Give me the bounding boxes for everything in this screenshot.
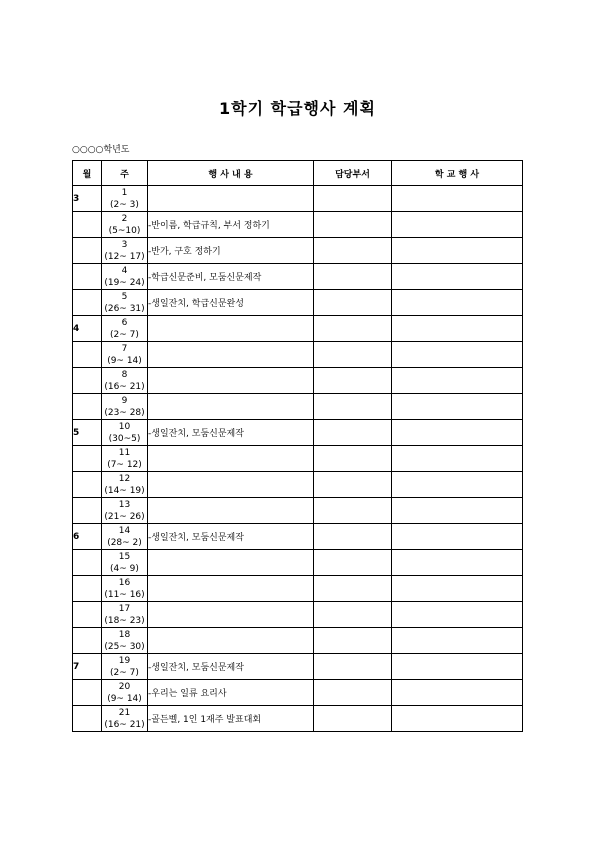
week-cell: [102, 628, 148, 654]
dept-cell: [314, 576, 392, 602]
school-event-cell: [392, 654, 523, 680]
week-cell: [102, 654, 148, 680]
week-date-range: (25~ 30): [104, 641, 145, 652]
dept-cell: [314, 342, 392, 368]
week-cell: [102, 394, 148, 420]
dept-cell: [314, 654, 392, 680]
week-number: 20: [118, 681, 131, 692]
month-cell: 6: [73, 524, 102, 550]
table-row: [73, 550, 523, 576]
table-row: [73, 680, 523, 706]
week-date-range: (16~ 21): [104, 381, 145, 392]
month-cell: [73, 472, 102, 498]
event-cell: -생일잔치, 모둠신문제작: [148, 420, 314, 446]
dept-cell: [314, 498, 392, 524]
week-number: 14: [118, 525, 131, 536]
month-cell: [73, 342, 102, 368]
week-cell: [102, 550, 148, 576]
school-event-cell: [392, 628, 523, 654]
school-event-cell: [392, 446, 523, 472]
event-cell: [148, 394, 314, 420]
school-event-cell: [392, 368, 523, 394]
school-event-cell: [392, 472, 523, 498]
month-cell: 4: [73, 316, 102, 342]
event-cell: -생일잔치, 학급신문완성: [148, 290, 314, 316]
week-number: 4: [121, 265, 128, 276]
week-cell: [102, 446, 148, 472]
month-cell: [73, 706, 102, 732]
week-date-range: (2~ 7): [110, 329, 139, 340]
week-cell: [102, 290, 148, 316]
school-event-cell: [392, 602, 523, 628]
month-cell: [73, 264, 102, 290]
event-cell: -반이름, 학급규칙, 부서 정하기: [148, 212, 314, 238]
week-cell: [102, 602, 148, 628]
school-event-cell: [392, 212, 523, 238]
week-number: 16: [118, 577, 131, 588]
school-event-cell: [392, 264, 523, 290]
week-cell: [102, 316, 148, 342]
week-number: 17: [118, 603, 131, 614]
week-number: 9: [121, 395, 128, 406]
week-date-range: (23~ 28): [104, 407, 145, 418]
school-event-cell: [392, 316, 523, 342]
month-cell: [73, 498, 102, 524]
header-event: 행 사 내 용: [148, 161, 314, 186]
week-date-range: (21~ 26): [104, 511, 145, 522]
event-plan-table: [72, 160, 523, 732]
week-number: 11: [118, 447, 131, 458]
event-cell: -골든벨, 1인 1재주 발표대회: [148, 706, 314, 732]
event-cell: [148, 498, 314, 524]
school-event-cell: [392, 290, 523, 316]
week-cell: [102, 420, 148, 446]
event-cell: [148, 342, 314, 368]
school-event-cell: [392, 238, 523, 264]
week-cell: [102, 472, 148, 498]
event-cell: [148, 316, 314, 342]
school-event-cell: [392, 498, 523, 524]
school-event-cell: [392, 186, 523, 212]
month-cell: [73, 212, 102, 238]
week-cell: [102, 238, 148, 264]
week-date-range: (11~ 16): [104, 589, 145, 600]
month-cell: [73, 628, 102, 654]
month-cell: [73, 238, 102, 264]
page-title: 1학기 학급행사 계획: [219, 99, 376, 118]
school-event-cell: [392, 680, 523, 706]
month-cell: [73, 368, 102, 394]
dept-cell: [314, 472, 392, 498]
month-cell: [73, 446, 102, 472]
month-cell: [73, 394, 102, 420]
week-date-range: (18~ 23): [104, 615, 145, 626]
event-cell: [148, 550, 314, 576]
school-event-cell: [392, 706, 523, 732]
week-number: 2: [121, 213, 128, 224]
week-cell: [102, 368, 148, 394]
month-cell: [73, 550, 102, 576]
week-date-range: (19~ 24): [104, 277, 145, 288]
week-date-range: (26~ 31): [104, 303, 145, 314]
dept-cell: [314, 628, 392, 654]
table-row: [73, 394, 523, 420]
week-cell: [102, 498, 148, 524]
dept-cell: [314, 212, 392, 238]
event-cell: [148, 602, 314, 628]
school-event-cell: [392, 524, 523, 550]
event-cell: [148, 472, 314, 498]
event-cell: [148, 628, 314, 654]
event-cell: -생일잔치, 모둠신문제작: [148, 654, 314, 680]
week-cell: [102, 524, 148, 550]
school-event-cell: [392, 342, 523, 368]
event-cell: [148, 368, 314, 394]
week-cell: [102, 212, 148, 238]
school-event-cell: [392, 576, 523, 602]
month-cell: [73, 680, 102, 706]
month-cell: [73, 290, 102, 316]
week-number: 15: [118, 551, 131, 562]
event-cell: -우리는 일류 요리사: [148, 680, 314, 706]
week-date-range: (30~5): [108, 433, 141, 444]
table-row: [73, 342, 523, 368]
week-number: 8: [121, 369, 128, 380]
dept-cell: [314, 446, 392, 472]
header-school-event: 학 교 행 사: [392, 161, 523, 186]
week-number: 10: [118, 421, 131, 432]
week-number: 19: [118, 655, 131, 666]
dept-cell: [314, 706, 392, 732]
week-date-range: (7~ 12): [107, 459, 142, 470]
dept-cell: [314, 394, 392, 420]
table-row: [73, 524, 523, 550]
week-number: 6: [121, 317, 128, 328]
table-row: [73, 576, 523, 602]
week-cell: [102, 186, 148, 212]
dept-cell: [314, 368, 392, 394]
week-date-range: (16~ 21): [104, 719, 145, 730]
header-week: 주: [102, 161, 148, 186]
table-body: [73, 186, 523, 732]
month-cell: 3: [73, 186, 102, 212]
month-cell: [73, 602, 102, 628]
dept-cell: [314, 420, 392, 446]
table-row: [73, 602, 523, 628]
header-month: 월: [73, 161, 102, 186]
week-cell: [102, 706, 148, 732]
table-row: [73, 238, 523, 264]
table-row: [73, 654, 523, 680]
school-event-cell: [392, 394, 523, 420]
table-header-row: [73, 161, 523, 186]
table-row: [73, 706, 523, 732]
week-number: 12: [118, 473, 131, 484]
week-number: 21: [118, 707, 131, 718]
week-date-range: (5~10): [108, 225, 141, 236]
week-date-range: (4~ 9): [110, 563, 139, 574]
dept-cell: [314, 186, 392, 212]
week-date-range: (14~ 19): [104, 485, 145, 496]
dept-cell: [314, 680, 392, 706]
dept-cell: [314, 524, 392, 550]
school-event-cell: [392, 550, 523, 576]
week-number: 5: [121, 291, 128, 302]
dept-cell: [314, 550, 392, 576]
week-date-range: (12~ 17): [104, 251, 145, 262]
table-row: [73, 472, 523, 498]
table-row: [73, 368, 523, 394]
week-date-range: (2~ 7): [110, 667, 139, 678]
dept-cell: [314, 264, 392, 290]
week-number: 3: [121, 239, 128, 250]
event-cell: -반가, 구호 정하기: [148, 238, 314, 264]
event-cell: [148, 576, 314, 602]
dept-cell: [314, 602, 392, 628]
week-cell: [102, 342, 148, 368]
table-row: [73, 446, 523, 472]
week-number: 7: [121, 343, 128, 354]
event-cell: [148, 186, 314, 212]
event-cell: -생일잔치, 모둠신문제작: [148, 524, 314, 550]
table-row: [73, 498, 523, 524]
week-date-range: (9~ 14): [107, 355, 142, 366]
week-cell: [102, 680, 148, 706]
table-row: [73, 186, 523, 212]
week-number: 13: [118, 499, 131, 510]
table-row: [73, 264, 523, 290]
school-event-cell: [392, 420, 523, 446]
week-date-range: (28~ 2): [107, 537, 142, 548]
dept-cell: [314, 238, 392, 264]
week-date-range: (2~ 3): [110, 199, 139, 210]
header-dept: 담당부서: [314, 161, 392, 186]
week-cell: [102, 264, 148, 290]
event-cell: -학급신문준비, 모둠신문제작: [148, 264, 314, 290]
month-cell: 5: [73, 420, 102, 446]
table-row: [73, 628, 523, 654]
table-row: [73, 212, 523, 238]
month-cell: 7: [73, 654, 102, 680]
week-cell: [102, 576, 148, 602]
table-row: [73, 420, 523, 446]
month-cell: [73, 576, 102, 602]
school-year-label: ○○○○학년도: [72, 145, 130, 155]
dept-cell: [314, 290, 392, 316]
table-row: [73, 290, 523, 316]
week-number: 1: [121, 187, 128, 198]
table-row: [73, 316, 523, 342]
dept-cell: [314, 316, 392, 342]
week-date-range: (9~ 14): [107, 693, 142, 704]
event-cell: [148, 446, 314, 472]
week-number: 18: [118, 629, 131, 640]
